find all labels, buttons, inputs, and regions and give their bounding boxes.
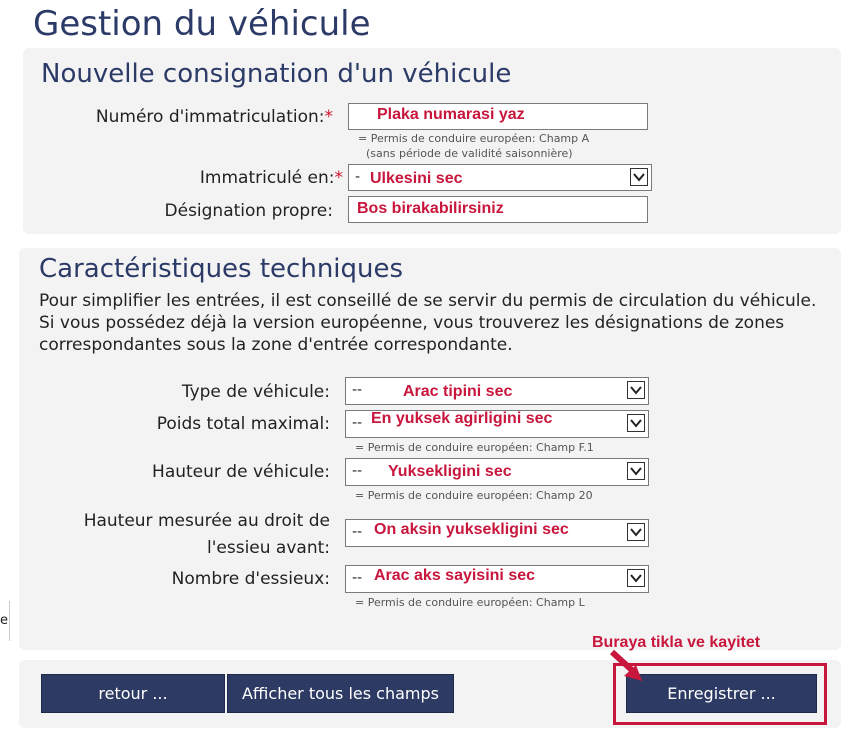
registered-label-text: Immatriculé en: bbox=[199, 168, 335, 188]
page-title: Gestion du véhicule bbox=[33, 4, 371, 44]
designation-label: Désignation propre: bbox=[164, 201, 333, 221]
save-button[interactable]: Enregistrer ... bbox=[626, 674, 817, 713]
side-fragment-text: e bbox=[0, 613, 8, 628]
plate-note-line2: (sans période de validité saisonnière) bbox=[366, 147, 573, 160]
registered-country-value: - bbox=[355, 169, 361, 185]
chevron-down-icon[interactable] bbox=[630, 168, 648, 186]
axles-count-value: -- bbox=[352, 570, 363, 586]
annotation-country: Ulkesini sec bbox=[370, 170, 463, 187]
chevron-down-icon[interactable] bbox=[627, 381, 645, 399]
chevron-down-icon[interactable] bbox=[627, 569, 645, 587]
max-weight-label: Poids total maximal: bbox=[156, 414, 330, 434]
chevron-down-icon[interactable] bbox=[627, 523, 645, 541]
vehicle-type-label: Type de véhicule: bbox=[181, 382, 330, 402]
vehicle-height-note: = Permis de conduire européen: Champ 20 bbox=[355, 489, 593, 502]
vehicle-type-value: -- bbox=[352, 382, 363, 398]
section-title-registration: Nouvelle consignation d'un véhicule bbox=[41, 59, 512, 89]
arrow-icon bbox=[606, 648, 646, 684]
front-axle-label-line2: l'essieu avant: bbox=[207, 538, 330, 558]
axles-note: = Permis de conduire européen: Champ L bbox=[355, 596, 585, 609]
show-all-fields-button[interactable]: Afficher tous les champs bbox=[227, 674, 454, 713]
max-weight-note: = Permis de conduire européen: Champ F.1 bbox=[355, 441, 594, 454]
plate-label-text: Numéro d'immatriculation: bbox=[95, 107, 325, 127]
vehicle-height-label: Hauteur de véhicule: bbox=[152, 462, 330, 482]
required-mark: * bbox=[324, 107, 333, 127]
chevron-down-icon[interactable] bbox=[627, 414, 645, 432]
registered-label bbox=[200, 167, 343, 189]
annotation-designation: Bos birakabilirsiniz bbox=[357, 200, 504, 217]
max-weight-value: -- bbox=[352, 415, 363, 431]
section-title-technical: Caractéristiques techniques bbox=[39, 254, 404, 284]
chevron-down-icon[interactable] bbox=[627, 462, 645, 480]
vehicle-height-value: -- bbox=[352, 463, 363, 479]
axles-label: Nombre d'essieux: bbox=[171, 569, 330, 589]
annotation-plate: Plaka numarasi yaz bbox=[377, 106, 525, 123]
required-mark: * bbox=[334, 168, 343, 188]
annotation-front-axle: On aksin yuksekligini sec bbox=[374, 521, 569, 538]
plate-label bbox=[96, 106, 333, 128]
annotation-vehicle-type: Arac tipini sec bbox=[403, 383, 513, 400]
front-axle-height-value: -- bbox=[352, 524, 363, 540]
front-axle-label-line1: Hauteur mesurée au droit de bbox=[83, 511, 330, 531]
technical-intro-text: Pour simplifier les entrées, il est conseillé de se servir du permis de circulation du véhicule. Si vous possédez déjà la version européenne, vous trouverez les désignations de zones correspondantes sous la zone d'entrée correspondante. bbox=[39, 291, 817, 355]
annotation-click-save: Buraya tikla ve kayitet bbox=[592, 634, 761, 651]
annotation-axles: Arac aks sayisini sec bbox=[374, 567, 536, 584]
back-button[interactable]: retour ... bbox=[41, 674, 225, 713]
plate-note-line1: = Permis de conduire européen: Champ A bbox=[358, 132, 590, 145]
annotation-max-weight: En yuksek agirligini sec bbox=[371, 410, 553, 427]
annotation-height: Yuksekligini sec bbox=[388, 463, 512, 480]
